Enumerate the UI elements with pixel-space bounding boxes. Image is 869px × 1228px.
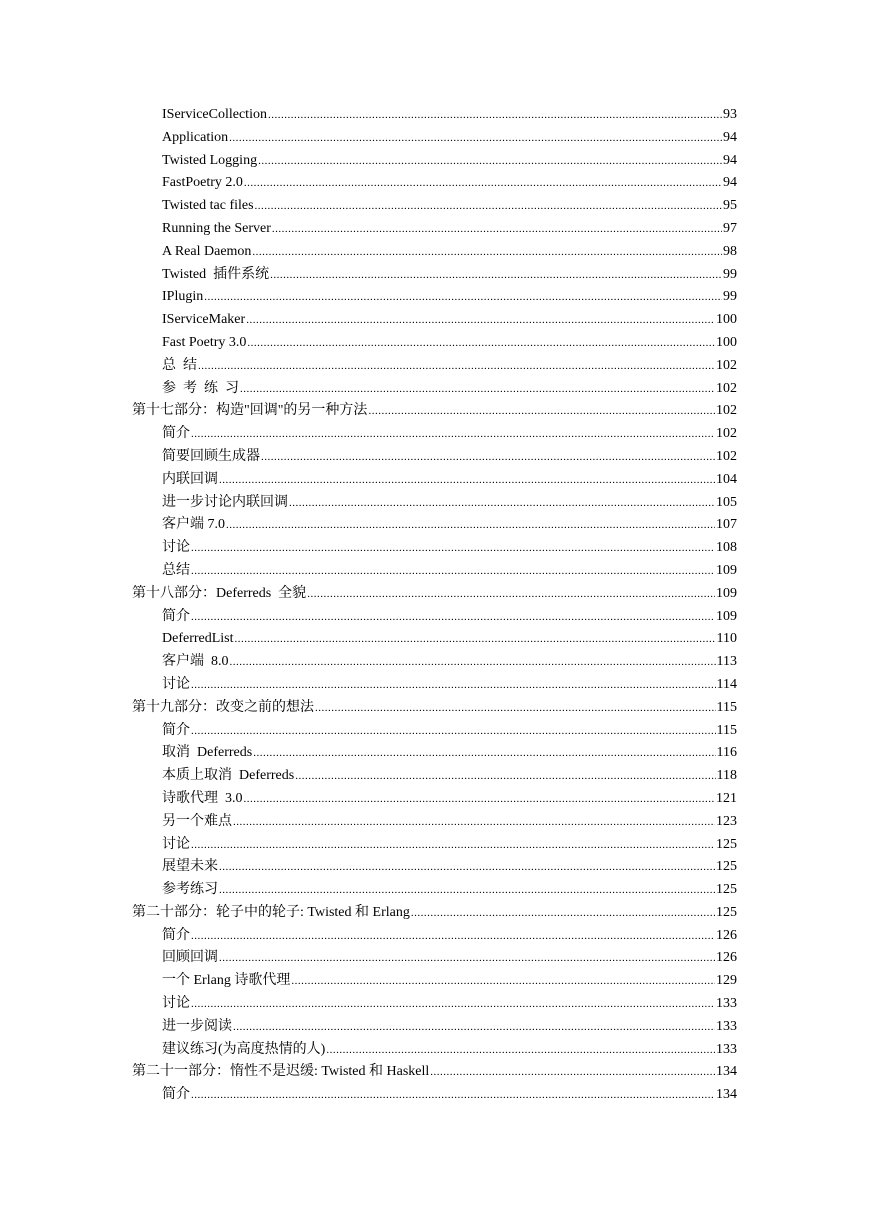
toc-page-number: 125	[716, 836, 737, 852]
toc-section-entry[interactable]	[162, 993, 737, 1016]
toc-page-number: 125	[716, 859, 737, 875]
toc-page-number: 104	[716, 471, 737, 487]
toc-entry-title: 回顾回调	[162, 950, 218, 966]
toc-dot-leader	[219, 469, 715, 492]
toc-page-number: 100	[716, 312, 737, 328]
toc-entry-title: IServiceCollection	[162, 107, 267, 122]
toc-section-entry[interactable]	[162, 127, 737, 150]
toc-entry-title: FastPoetry 2.0	[162, 175, 243, 191]
toc-entry-title: 另一个难点	[162, 813, 232, 829]
toc-section-entry[interactable]	[162, 537, 737, 560]
toc-page-number: 114	[716, 676, 737, 692]
toc-page-number: 123	[716, 813, 737, 829]
toc-section-entry[interactable]	[162, 469, 737, 492]
toc-dot-leader	[198, 355, 715, 378]
toc-dot-leader	[411, 902, 715, 925]
toc-section-entry[interactable]	[162, 742, 737, 765]
toc-dot-leader	[430, 1061, 715, 1084]
toc-dot-leader	[229, 127, 722, 150]
toc-dot-leader	[307, 583, 715, 606]
toc-page-number: 121	[716, 790, 737, 806]
toc-dot-leader	[191, 606, 715, 629]
toc-page-number: 94	[723, 129, 737, 145]
toc-dot-leader	[191, 1084, 715, 1107]
toc-page-number: 133	[716, 1041, 737, 1057]
toc-section-entry[interactable]	[162, 355, 737, 378]
toc-dot-leader	[191, 720, 716, 743]
toc-dot-leader	[289, 492, 715, 515]
toc-page-number: 129	[716, 973, 737, 989]
toc-entry-title: 一个 Erlang 诗歌代理	[162, 973, 291, 989]
toc-dot-leader	[244, 788, 716, 811]
toc-entry-title: 简介	[162, 608, 190, 624]
toc-page-number: 102	[716, 357, 737, 373]
toc-page-number: 107	[716, 517, 737, 533]
toc-section-entry[interactable]	[162, 628, 737, 651]
toc-page-number: 110	[716, 631, 737, 647]
toc-section-entry[interactable]	[162, 286, 737, 309]
toc-dot-leader	[204, 286, 722, 309]
toc-entry-title: 简介	[162, 722, 190, 738]
toc-page-number: 126	[716, 927, 737, 943]
toc-dot-leader	[246, 309, 715, 332]
toc-entry-title: 取消 Deferreds	[162, 745, 253, 761]
toc-page-number: 133	[716, 996, 737, 1012]
toc-page-number: 105	[716, 494, 737, 510]
toc-page-number: 95	[723, 198, 737, 214]
toc-dot-leader	[191, 423, 715, 446]
toc-dot-leader	[191, 674, 716, 697]
toc-dot-leader	[191, 834, 715, 857]
toc-page-number: 125	[716, 882, 737, 898]
toc-page-number: 118	[716, 768, 737, 784]
toc-section-entry[interactable]	[162, 879, 737, 902]
toc-entry-title: 简介	[162, 927, 190, 943]
toc-section-entry[interactable]	[162, 309, 737, 332]
toc-page-number: 97	[723, 220, 737, 236]
toc-entry-title: 第十九部分：改变之前的想法	[132, 699, 314, 715]
toc-dot-leader	[258, 150, 722, 173]
toc-dot-leader	[261, 446, 715, 469]
toc-dot-leader	[268, 104, 722, 127]
toc-entry-title: 讨论	[162, 836, 190, 852]
toc-dot-leader	[253, 742, 715, 765]
toc-dot-leader	[230, 651, 716, 674]
toc-dot-leader	[235, 628, 716, 651]
toc-chapter-entry[interactable]	[132, 902, 737, 925]
toc-entry-title: 简介	[162, 1087, 190, 1103]
toc-dot-leader	[255, 195, 722, 218]
toc-chapter-entry[interactable]	[132, 400, 737, 423]
toc-page-number: 115	[716, 699, 737, 715]
toc-section-entry[interactable]	[162, 765, 737, 788]
toc-entry-title: 总 结	[162, 357, 197, 373]
toc-section-entry[interactable]	[162, 1084, 737, 1107]
toc-entry-title: Running the Server	[162, 220, 271, 236]
toc-entry-title: 讨论	[162, 676, 190, 692]
toc-page-number: 134	[716, 1087, 737, 1103]
toc-section-entry[interactable]	[162, 947, 737, 970]
toc-section-entry[interactable]	[162, 241, 737, 264]
toc-entry-title: IServiceMaker	[162, 312, 246, 328]
toc-page-number: 98	[723, 243, 737, 259]
toc-entry-title: 第二十部分：轮子中的轮子: Twisted 和 Erlang	[132, 904, 410, 920]
toc-entry-title: Fast Poetry 3.0	[162, 334, 247, 350]
toc-page-number: 134	[716, 1064, 737, 1080]
toc-section-entry[interactable]	[162, 218, 737, 241]
toc-section-entry[interactable]	[162, 834, 737, 857]
toc-dot-leader	[272, 218, 722, 241]
toc-section-entry[interactable]	[162, 651, 737, 674]
toc-dot-leader	[315, 697, 716, 720]
toc-dot-leader	[326, 1039, 715, 1062]
toc-entry-title: 第十七部分：构造"回调"的另一种方法	[132, 403, 368, 419]
toc-dot-leader	[226, 514, 715, 537]
toc-section-entry[interactable]	[162, 811, 737, 834]
toc-entry-title: DeferredList	[162, 631, 234, 647]
toc-page-number: 99	[723, 266, 737, 282]
toc-entry-title: 讨论	[162, 996, 190, 1012]
toc-dot-leader	[233, 1016, 715, 1039]
toc-page-number: 109	[716, 608, 737, 624]
toc-page-number: 94	[723, 152, 737, 168]
toc-entry-title: 客户端 8.0	[162, 654, 229, 670]
toc-entry-title: 进一步讨论内联回调	[162, 494, 288, 510]
toc-page-number: 125	[716, 904, 737, 920]
toc-dot-leader	[191, 925, 715, 948]
toc-entry-title: Twisted 插件系统	[162, 266, 270, 282]
toc-dot-leader	[252, 241, 722, 264]
toc-entry-title: 内联回调	[162, 471, 218, 487]
toc-entry-title: 讨论	[162, 540, 190, 556]
toc-section-entry[interactable]	[162, 423, 737, 446]
toc-page-number: 102	[716, 426, 737, 442]
toc-section-entry[interactable]	[162, 1039, 737, 1062]
toc-chapter-entry[interactable]	[132, 1061, 737, 1084]
toc-page-number: 133	[716, 1018, 737, 1034]
toc-entry-title: 客户端 7.0	[162, 517, 225, 533]
toc-dot-leader	[368, 400, 715, 423]
toc-page-number: 102	[716, 448, 737, 464]
toc-entry-title: Twisted Logging	[162, 152, 258, 168]
toc-section-entry[interactable]	[162, 172, 737, 195]
toc-dot-leader	[191, 993, 715, 1016]
toc-section-entry[interactable]	[162, 970, 737, 993]
toc-entry-title: Application	[162, 129, 229, 145]
toc-entry-title: A Real Daemon	[162, 243, 252, 259]
toc-page-number: 113	[716, 654, 737, 670]
toc-page-number: 109	[716, 562, 737, 578]
toc-dot-leader	[219, 879, 715, 902]
toc-dot-leader	[244, 172, 722, 195]
toc-dot-leader	[240, 378, 715, 401]
toc-page-number: 94	[723, 175, 737, 191]
toc-entry-title: 建议练习(为高度热情的人)	[162, 1041, 326, 1057]
toc-entry-title: 简介	[162, 426, 190, 442]
toc-dot-leader	[247, 332, 715, 355]
toc-section-entry[interactable]	[162, 720, 737, 743]
toc-page-number: 109	[716, 585, 737, 601]
toc-dot-leader	[233, 811, 715, 834]
toc-page-number: 108	[716, 540, 737, 556]
toc-entry-title: 第二十一部分：惰性不是迟缓: Twisted 和 Haskell	[132, 1064, 430, 1080]
toc-entry-title: 本质上取消 Deferreds	[162, 768, 295, 784]
toc-page-number: 116	[716, 745, 737, 761]
toc-page-number: 102	[716, 380, 737, 396]
table-of-contents	[0, 104, 869, 1107]
toc-entry-title: 展望未来	[162, 859, 218, 875]
toc-section-entry[interactable]	[162, 332, 737, 355]
toc-section-entry[interactable]	[162, 264, 737, 287]
toc-chapter-entry[interactable]	[132, 583, 737, 606]
toc-section-entry[interactable]	[162, 1016, 737, 1039]
toc-dot-leader	[219, 947, 715, 970]
toc-entry-title: IPlugin	[162, 289, 204, 305]
toc-section-entry[interactable]	[162, 514, 737, 537]
toc-entry-title: 第十八部分：Deferreds 全貌	[132, 585, 307, 601]
toc-page-number: 93	[723, 107, 737, 122]
toc-page-number: 126	[716, 950, 737, 966]
toc-dot-leader	[219, 856, 715, 879]
toc-dot-leader	[191, 537, 715, 560]
toc-section-entry[interactable]	[162, 150, 737, 173]
toc-entry-title: 简要回顾生成器	[162, 448, 260, 464]
toc-section-entry[interactable]	[162, 788, 737, 811]
toc-section-entry[interactable]	[162, 492, 737, 515]
toc-page-number: 100	[716, 334, 737, 350]
toc-section-entry[interactable]	[162, 378, 737, 401]
toc-entry-title: 进一步阅读	[162, 1018, 232, 1034]
toc-section-entry[interactable]	[162, 856, 737, 879]
toc-page-number: 115	[716, 722, 737, 738]
toc-dot-leader	[291, 970, 715, 993]
toc-page-number: 102	[716, 403, 737, 419]
toc-dot-leader	[270, 264, 722, 287]
toc-chapter-entry[interactable]	[132, 697, 737, 720]
toc-section-entry[interactable]	[162, 925, 737, 948]
toc-section-entry[interactable]	[162, 195, 737, 218]
toc-entry-title: Twisted tac files	[162, 198, 254, 214]
toc-entry-title: 参 考 练 习	[162, 380, 239, 396]
toc-section-entry[interactable]	[162, 446, 737, 469]
toc-dot-leader	[191, 560, 715, 583]
toc-entry-title: 参考练习	[162, 882, 218, 898]
toc-section-entry[interactable]	[162, 606, 737, 629]
toc-section-entry[interactable]	[162, 674, 737, 697]
toc-section-entry[interactable]	[162, 104, 737, 127]
toc-dot-leader	[295, 765, 715, 788]
toc-section-entry[interactable]	[162, 560, 737, 583]
toc-entry-title: 诗歌代理 3.0	[162, 790, 243, 806]
toc-entry-title: 总结	[162, 562, 190, 578]
toc-page-number: 99	[723, 289, 737, 305]
